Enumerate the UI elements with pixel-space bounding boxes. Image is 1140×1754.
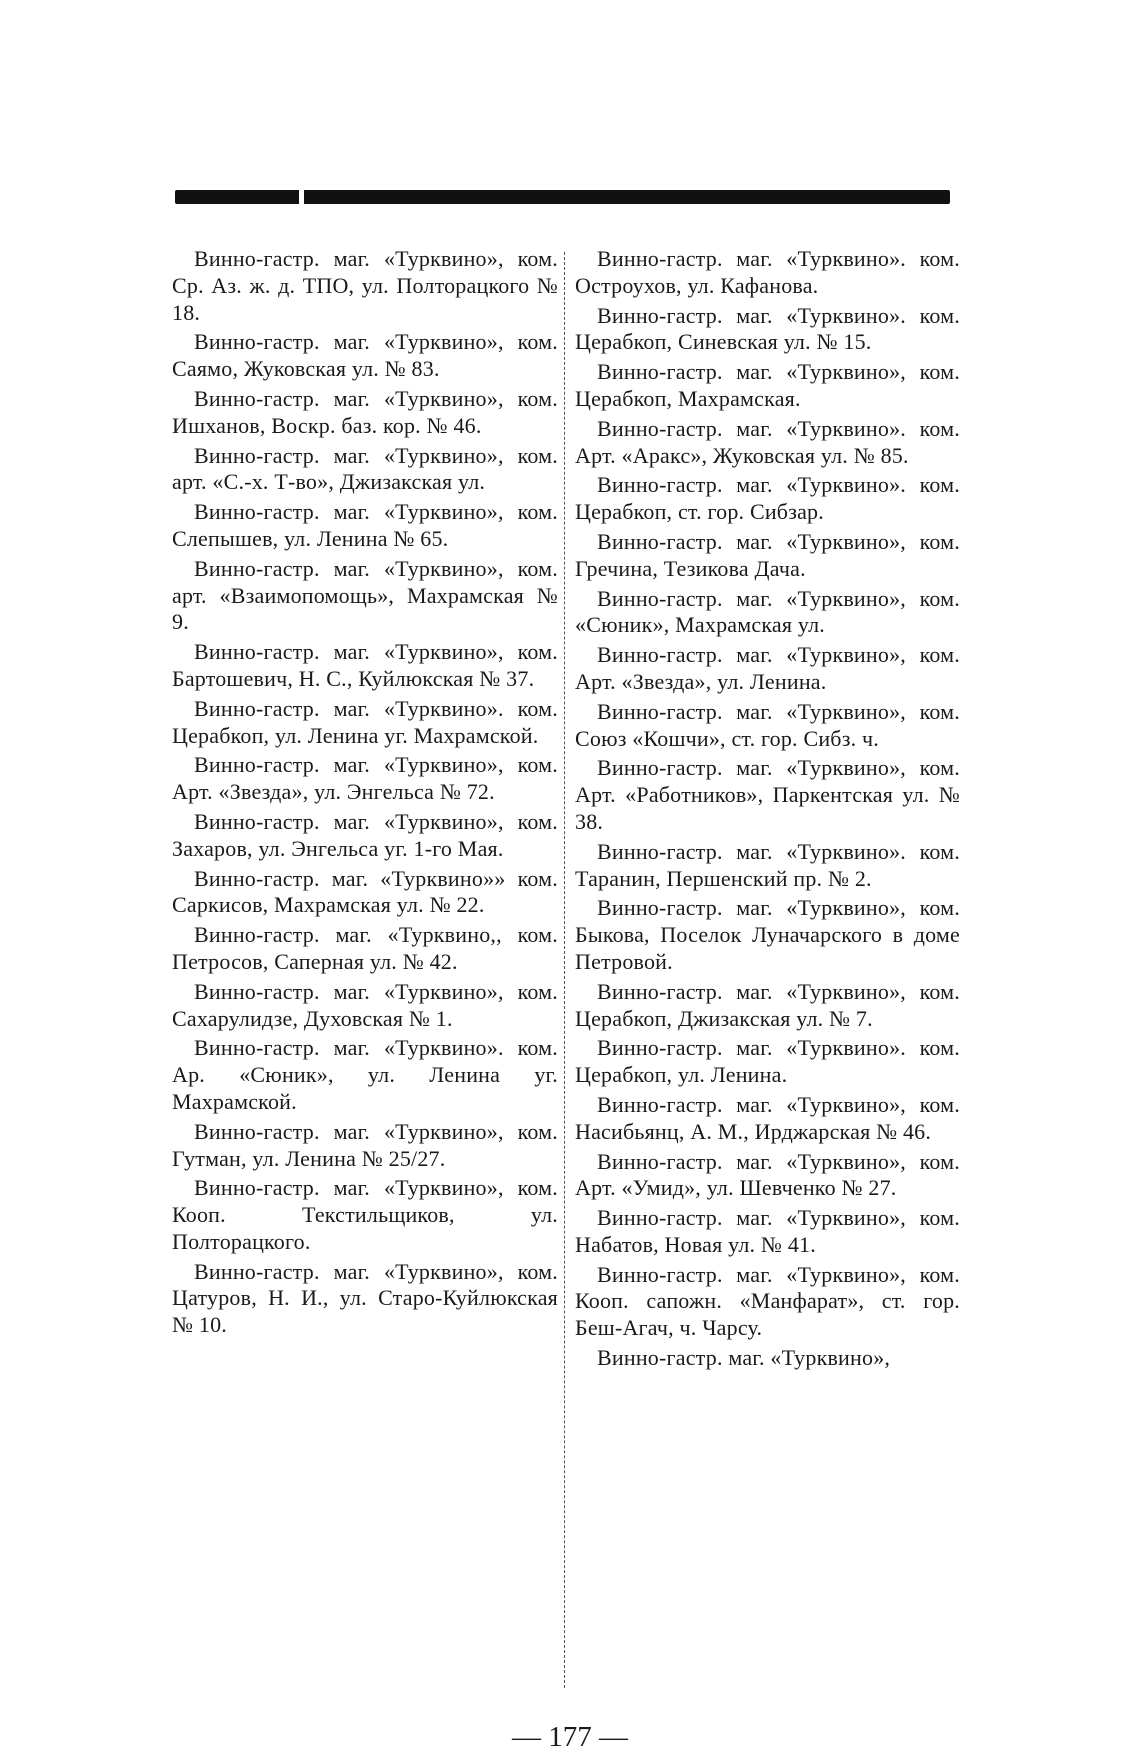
list-item: Винно-гастр. маг. «Турквино», ком. Цатуров, Н. И., ул. Старо-Куйлюкская № 10. — [172, 1258, 558, 1338]
list-item: Винно-гастр. маг. «Турквино», ком. Арт. «Работников», Паркентская ул. № 38. — [575, 755, 960, 834]
list-item: Винно-гастр. маг. «Турквино», ком. Арт. «Умид», ул. Шевченко № 27. — [575, 1148, 960, 1201]
right-column — [575, 246, 960, 1375]
list-item: Винно-гастр. маг. «Турквино», ком. Церабкоп, Джизакская ул. № 7. — [575, 978, 960, 1031]
list-item: Винно-гастр. маг. «Турквино», ком. Кооп. сапожн. «Манфарат», ст. гор. Беш-Агач, ч. Чарсу. — [575, 1261, 960, 1341]
list-item: Винно-гастр. маг. «Турквино». ком. Арт. «Аракс», Жуковская ул. № 85. — [575, 415, 960, 468]
page-number: — 177 — — [512, 1721, 628, 1753]
list-item: Винно-гастр. маг. «Турквино», ком. Сахарулидзе, Духовская № 1. — [172, 978, 558, 1031]
list-item: Винно-гастр. маг. «Турквино», ком. Насибьянц, А. М., Ирджарская № 46. — [575, 1091, 960, 1144]
list-item: Винно-гастр. маг. «Турквино», ком. арт. «Взаимопомощь», Махрамская № 9. — [172, 555, 558, 635]
list-item: Винно-гастр. маг. «Турквино». ком. Церабкоп, Синевская ул. № 15. — [575, 302, 960, 355]
list-item: Винно-гастр. маг. «Турквино». ком. Таранин, Першенский пр. № 2. — [575, 838, 960, 891]
list-item: Винно-гастр. маг. «Турквино», ком. Гутман, ул. Ленина № 25/27. — [172, 1118, 558, 1171]
list-item: Винно-гастр. маг. «Турквино», ком. Быкова, Поселок Луначарского в доме Петровой. — [575, 895, 960, 974]
list-item: Винно-гастр. маг. «Турквино». ком. Церабкоп, ст. гор. Сибзар. — [575, 472, 960, 525]
list-item: Винно-гастр. маг. «Турквино», ком. Арт. «Звезда», ул. Ленина. — [575, 642, 960, 694]
column-divider — [564, 252, 565, 1688]
header-rule — [175, 190, 950, 204]
list-item: Винно-гастр. маг. «Турквино», ком. Ср. Аз. ж. д. ТПО, ул. Полторацкого № 18. — [172, 246, 558, 325]
list-item: Винно-гастр. маг. «Турквино». ком. Церабкоп, ул. Ленина. — [575, 1035, 960, 1088]
header-rule-gap — [299, 190, 304, 204]
list-item: Винно-гастр. маг. «Турквино», ком. Кооп. Текстильщиков, ул. Полторацкого. — [172, 1175, 558, 1254]
list-item: Винно-гастр. маг. «Турквино», ком. Арт. «Звезда», ул. Энгельса № 72. — [172, 752, 558, 805]
list-item: Винно-гастр. маг. «Турквино», ком. Захаров, ул. Энгельса уг. 1-го Мая. — [172, 808, 558, 861]
list-item: Винно-гастр. маг. «Турквино», ком. Церабкоп, Махрамская. — [575, 359, 960, 411]
list-item: Винно-гастр. маг. «Турквино»» ком. Саркисов, Махрамская ул. № 22. — [172, 865, 558, 918]
list-item: Винно-гастр. маг. «Турквино», ком. Саямо, Жуковская ул. № 83. — [172, 329, 558, 382]
list-item: Винно-гастр. маг. «Турквино», ком. Слепышев, ул. Ленина № 65. — [172, 499, 558, 551]
list-item: Винно-гастр. маг. «Турквино», ком. Набатов, Новая ул. № 41. — [575, 1205, 960, 1257]
list-item: Винно-гастр. маг. «Турквино», ком. «Сюник», Махрамская ул. — [575, 585, 960, 638]
list-item: Винно-гастр. маг. «Турквино», ком. арт. «С.-х. Т-во», Джизакская ул. — [172, 442, 558, 495]
list-item: Винно-гастр. маг. «Турквино», ком. Гречина, Тезикова Дача. — [575, 528, 960, 581]
left-column — [172, 246, 558, 1342]
list-item: Винно-гастр. маг. «Турквино». ком. Ар. «Сюник», ул. Ленина уг. Махрамской. — [172, 1035, 558, 1114]
list-item: Винно-гастр. маг. «Турквино», ком. Бартошевич, Н. С., Куйлюкская № 37. — [172, 639, 558, 691]
list-item: Винно-гастр. маг. «Турквино,, ком. Петросов, Саперная ул. № 42. — [172, 922, 558, 974]
list-item: Винно-гастр. маг. «Турквино». ком. Церабкоп, ул. Ленина уг. Махрамской. — [172, 695, 558, 748]
list-item: Винно-гастр. маг. «Турквино», — [597, 1345, 891, 1371]
list-item: Винно-гастр. маг. «Турквино». ком. Остроухов, ул. Кафанова. — [575, 246, 960, 298]
list-item: Винно-гастр. маг. «Турквино», ком. Ишханов, Воскр. баз. кор. № 46. — [172, 385, 558, 438]
list-item: Винно-гастр. маг. «Турквино», ком. Союз «Кошчи», ст. гор. Сибз. ч. — [575, 698, 960, 751]
